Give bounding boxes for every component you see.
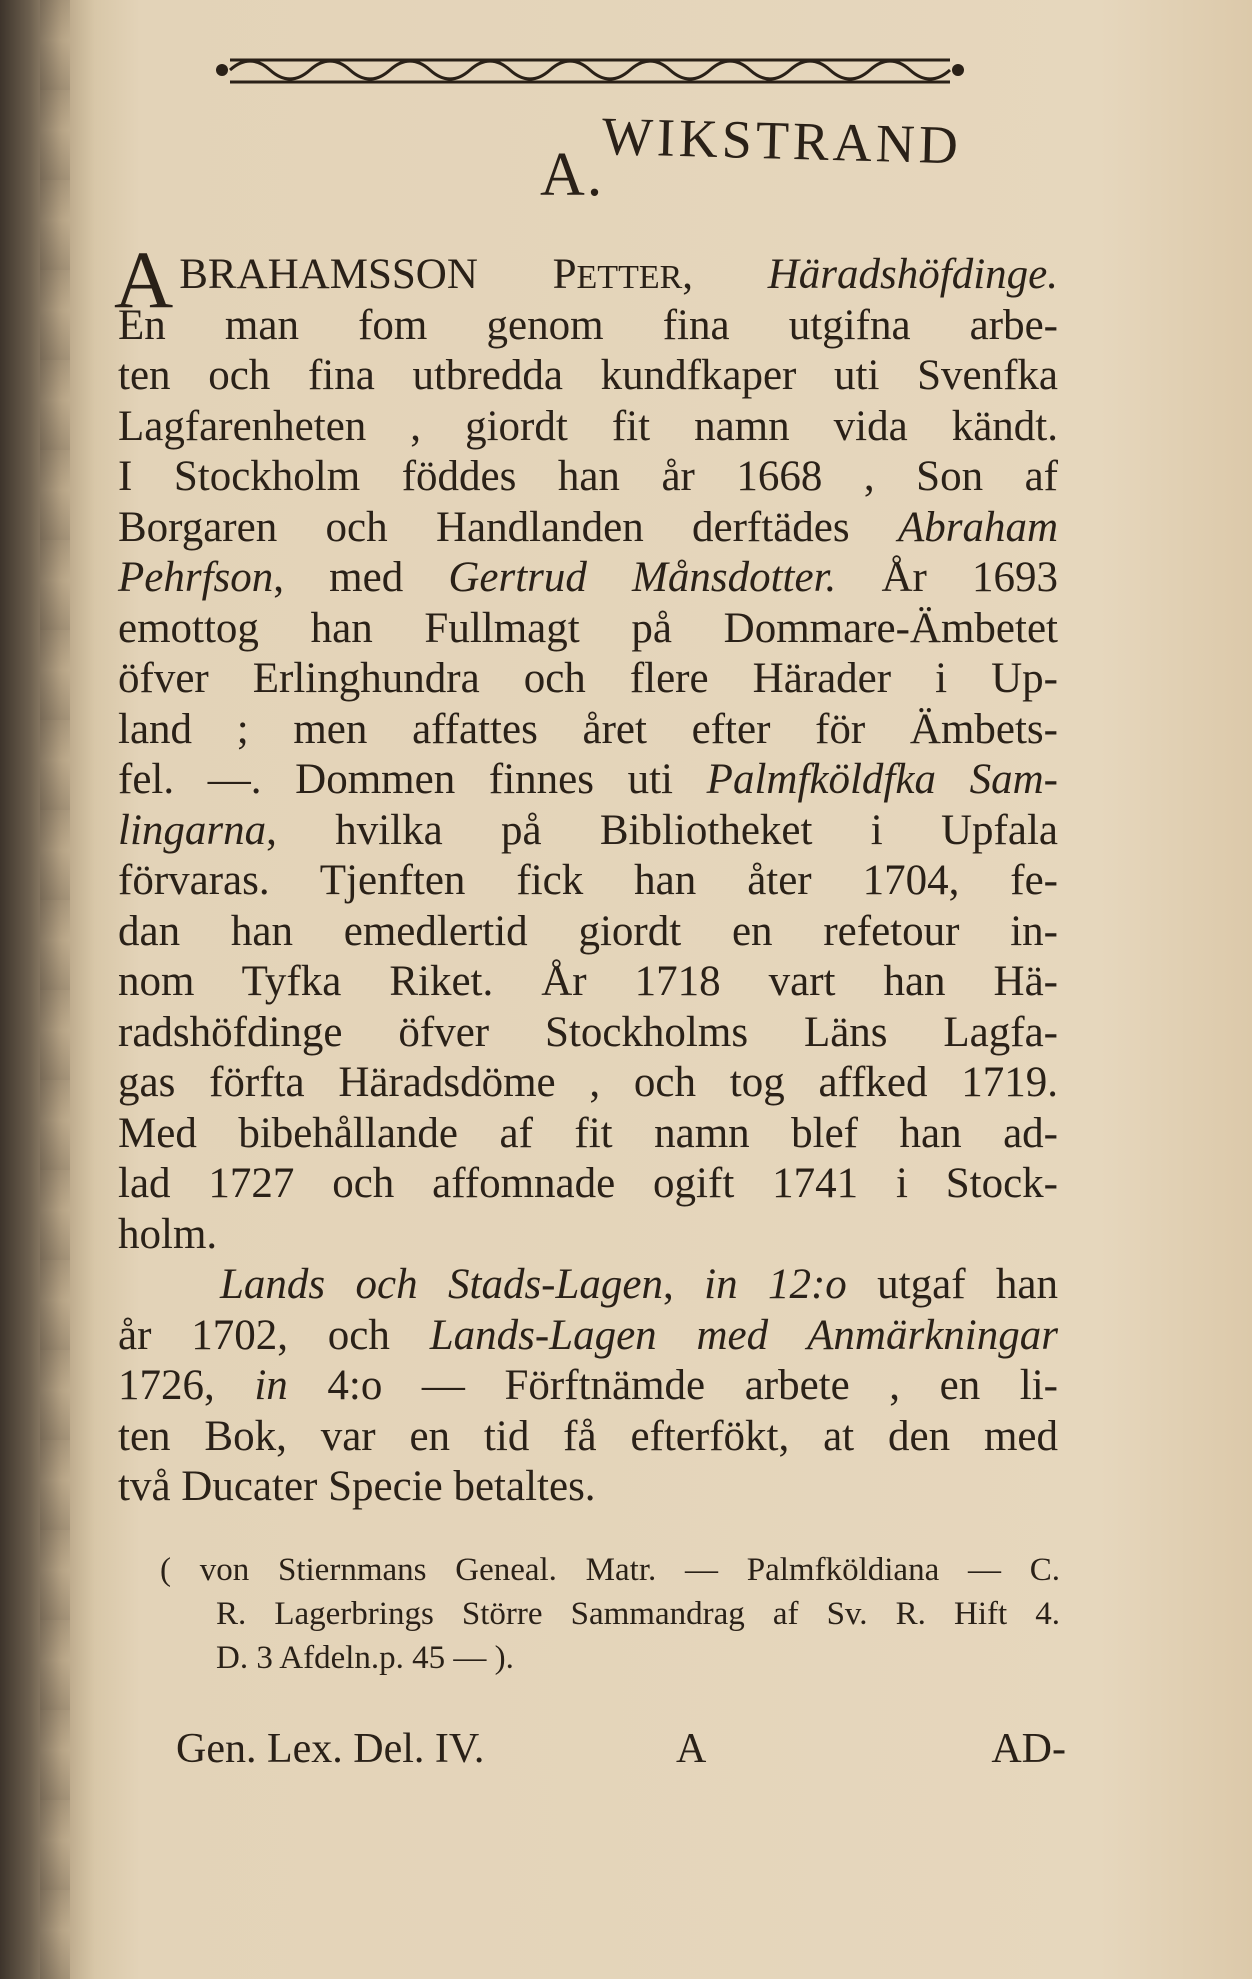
catchword: AD- [991, 1726, 1066, 1772]
text-line: lingarna, hvilka på Bibliotheket i Upfala [118, 806, 1058, 854]
text-line: gas förfta Häradsdöme , och tog affked 1719. [118, 1059, 1058, 1106]
page-header [540, 95, 1140, 209]
running-title: WIKSTRAND [601, 106, 963, 176]
works-line: Lands och Stads-Lagen, in 12:o utgaf han [220, 1261, 1058, 1308]
works-line: ten Bok, var en tid få efterfökt, at den med [118, 1412, 1058, 1460]
section-letter: A. [540, 141, 605, 209]
text-line: BRAHAMSSON PETTER, Häradshöfdinge. [179, 251, 1058, 298]
text-line: Pehrfson, med Gertrud Månsdotter. År 1693 [118, 554, 1058, 601]
works-line: två Ducater Specie betaltes. [118, 1463, 596, 1510]
volume-signature: Gen. Lex. Del. IV. [176, 1726, 485, 1772]
text-line: öfver Erlinghundra och flere Härader i Up- [118, 655, 1058, 702]
page-footer [176, 1725, 1066, 1775]
reference-line: D. 3 Afdeln.p. 45 — ). [216, 1640, 514, 1676]
drop-cap: A [114, 234, 174, 325]
text-line: förvaras. Tjenften fick han åter 1704, fe- [118, 857, 1058, 904]
text-line: holm. [118, 1210, 218, 1258]
text-line: radshöfdinge öfver Stockholms Läns Lagfa- [118, 1008, 1058, 1056]
text-line: Lagfarenheten , giordt fit namn vida kändt. [118, 402, 1058, 450]
text-line: Borgaren och Handlanden derftädes Abraham [118, 503, 1058, 551]
binding-gutter [40, 0, 70, 1979]
reference-line: ( von Stiernmans Geneal. Matr. — Palmfköldiana — C. [160, 1552, 1060, 1588]
works-line: år 1702, och Lands-Lagen med Anmärkningar [118, 1311, 1058, 1359]
text-line: En man fom genom fina utgifna arbe- [118, 301, 1058, 349]
works-line: 1726, in 4:o — Förftnämde arbete , en li- [118, 1362, 1059, 1409]
ornamental-border [210, 42, 970, 97]
text-line: lad 1727 och affomnade ogift 1741 i Stock- [118, 1160, 1058, 1207]
text-line: nom Tyfka Riket. År 1718 vart han Hä- [118, 958, 1058, 1005]
signature-letter: A [676, 1726, 707, 1772]
text-line: emottog han Fullmagt på Dommare-Ämbetet [118, 604, 1058, 652]
text-line: Med bibehållande af fit namn blef han ad- [118, 1109, 1058, 1157]
text-line: fel. —. Dommen finnes uti Palmfköldfka Sam- [118, 756, 1058, 803]
references [160, 1548, 1060, 1680]
reference-line: R. Lagerbrings Större Sammandrag af Sv. R. Hift 4. [216, 1596, 1060, 1632]
entry-text [114, 234, 1059, 1513]
text-line: I Stockholm föddes han år 1668 , Son af [118, 453, 1058, 500]
text-line: land ; men affattes året efter för Ämbets- [118, 705, 1058, 753]
text-line: ten och fina utbredda kundfkaper uti Svenfka [118, 352, 1058, 399]
text-line: dan han emedlertid giordt en refetour in- [118, 907, 1058, 955]
